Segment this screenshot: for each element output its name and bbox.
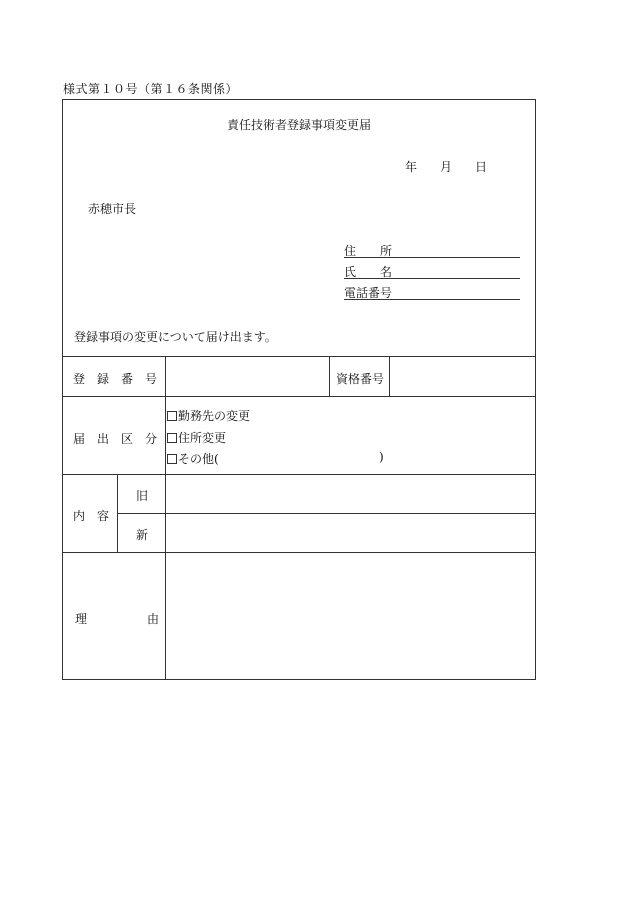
- date-year-label: 年: [405, 160, 418, 174]
- option-address-change[interactable]: [167, 429, 226, 446]
- column-divider: [117, 474, 118, 552]
- qualification-number-label: 資格番号: [336, 372, 385, 386]
- reason-label: 理 由: [75, 612, 160, 626]
- addressee: 赤穂市長: [88, 202, 137, 216]
- reason-input[interactable]: [166, 553, 535, 679]
- qualification-number-input[interactable]: [390, 357, 535, 396]
- option-other-close-paren: ): [379, 450, 384, 464]
- date-day-label: 日: [475, 160, 488, 174]
- old-label: 旧: [136, 489, 149, 503]
- new-content-input[interactable]: [166, 514, 535, 552]
- checkbox-address-change[interactable]: [167, 433, 177, 443]
- name-field[interactable]: [344, 264, 520, 279]
- new-label: 新: [136, 528, 149, 542]
- old-content-input[interactable]: [166, 475, 535, 513]
- form-title: 責任技術者登録事項変更届: [226, 118, 371, 132]
- option-workplace-change[interactable]: [167, 407, 250, 424]
- phone-field[interactable]: [344, 285, 520, 300]
- option-workplace-change-label: 勤務先の変更: [178, 409, 251, 423]
- address-field[interactable]: [344, 243, 520, 258]
- row-divider: [62, 396, 536, 397]
- name-label: 氏 名: [344, 265, 393, 279]
- content-label: 内 容: [73, 509, 110, 523]
- phone-label: 電話番号: [344, 286, 393, 300]
- registration-number-label: 登 録 番 号: [73, 372, 158, 386]
- form-number-label: 様式第１０号（第１６条関係）: [63, 82, 239, 96]
- checkbox-other[interactable]: [167, 454, 177, 464]
- date-month-label: 月: [440, 160, 453, 174]
- option-other-label: その他(: [178, 452, 219, 466]
- address-label: 住 所: [344, 244, 393, 258]
- option-other[interactable]: [167, 450, 219, 467]
- registration-number-input[interactable]: [166, 357, 329, 396]
- notification-type-label: 届 出 区 分: [73, 432, 158, 446]
- column-divider: [329, 356, 330, 396]
- checkbox-workplace-change[interactable]: [167, 411, 177, 421]
- statement-text: 登録事項の変更について届け出ます。: [74, 330, 277, 344]
- option-address-change-label: 住所変更: [178, 431, 227, 445]
